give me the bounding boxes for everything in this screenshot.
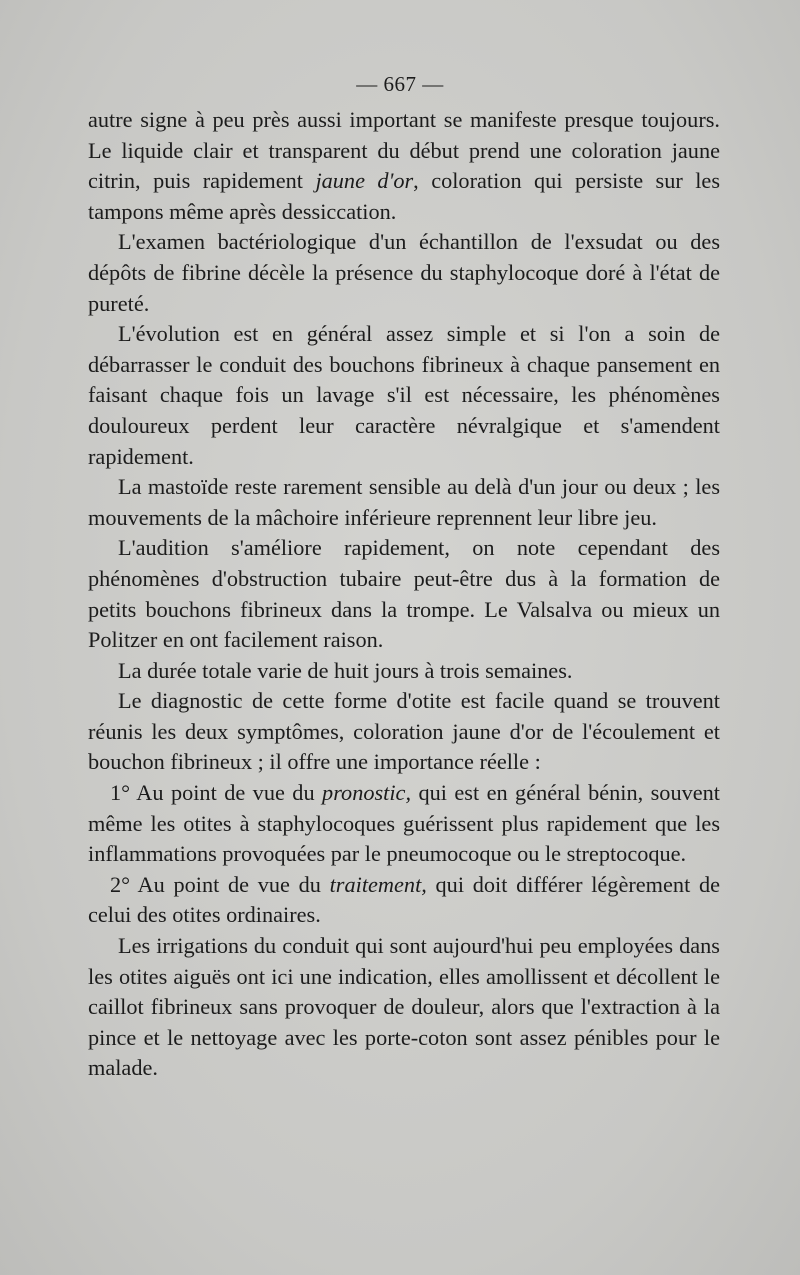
paragraph-evolution: L'évolution est en général assez simple et si l'on a soin de débarrasser le conduit des bouchons fibrineux à chaque pansement en faisant chaque fois un lavage s'il est nécessaire, les phénomènes douloureux perdent leur caractère névralgique et s'amendent rapidement. (88, 321, 720, 469)
italic-term: pronostic, (322, 780, 412, 806)
paragraph-diagnosis: Le diagnostic de cette forme d'otite est facile quand se trouvent réunis les deux symptômes, coloration jaune d'or de l'écoulement et bouchon fibrineux ; il offre une importance réelle : (88, 688, 720, 775)
paragraph-bacteriology: L'examen bactériologique d'un échantillon de l'exsudat ou des dépôts de fibrine décèle la présence du staphylocoque doré à l'état de pureté. (88, 229, 720, 316)
paragraph-mastoid: La mastoïde reste rarement sensible au delà d'un jour ou deux ; les mouvements de la mâchoire inférieure reprennent leur libre jeu. (88, 474, 720, 530)
italic-term: jaune d'or (315, 168, 414, 194)
paragraph-prognosis: 1° Au point de vue du pronostic, qui est en général bénin, souvent même les otites à staphylocoques guérissent plus rapidement que les inflammations provoquées par le pneumocoque ou le streptocoque. (88, 780, 720, 867)
paragraph-yellow-coloration: autre signe à peu près aussi important se manifeste presque toujours. Le liquide clair et transparent du début prend une coloration jaune citrin, puis rapidement jaune d'or, coloration qui persiste sur les tampons même après dessiccation. (88, 107, 721, 224)
paragraph-hearing: L'audition s'améliore rapidement, on note cependant des phénomènes d'obstruction tubaire peut-être dus à la formation de petits bouchons fibrineux dans la trompe. Le Valsalva ou mieux un Politzer en ont facilement raison. (88, 535, 720, 653)
body-text (88, 105, 720, 1084)
page-number: — 667 — (356, 72, 444, 96)
paragraph-irrigations: Les irrigations du conduit qui sont aujourd'hui peu employées dans les otites aiguës ont ici une indication, elles amollissent et décollent le caillot fibrineux sans provoquer de douleur, alors que l'extraction à la pince et le nettoyage avec les porte-coton sont assez pénibles pour le malade. (88, 933, 720, 1081)
italic-term: traitement, (329, 871, 427, 897)
paragraph-treatment: 2° Au point de vue du traitement, qui doit différer légèrement de celui des otites ordinaires. (88, 871, 720, 928)
paragraph-duration: La durée totale varie de huit jours à trois semaines. (118, 657, 573, 683)
